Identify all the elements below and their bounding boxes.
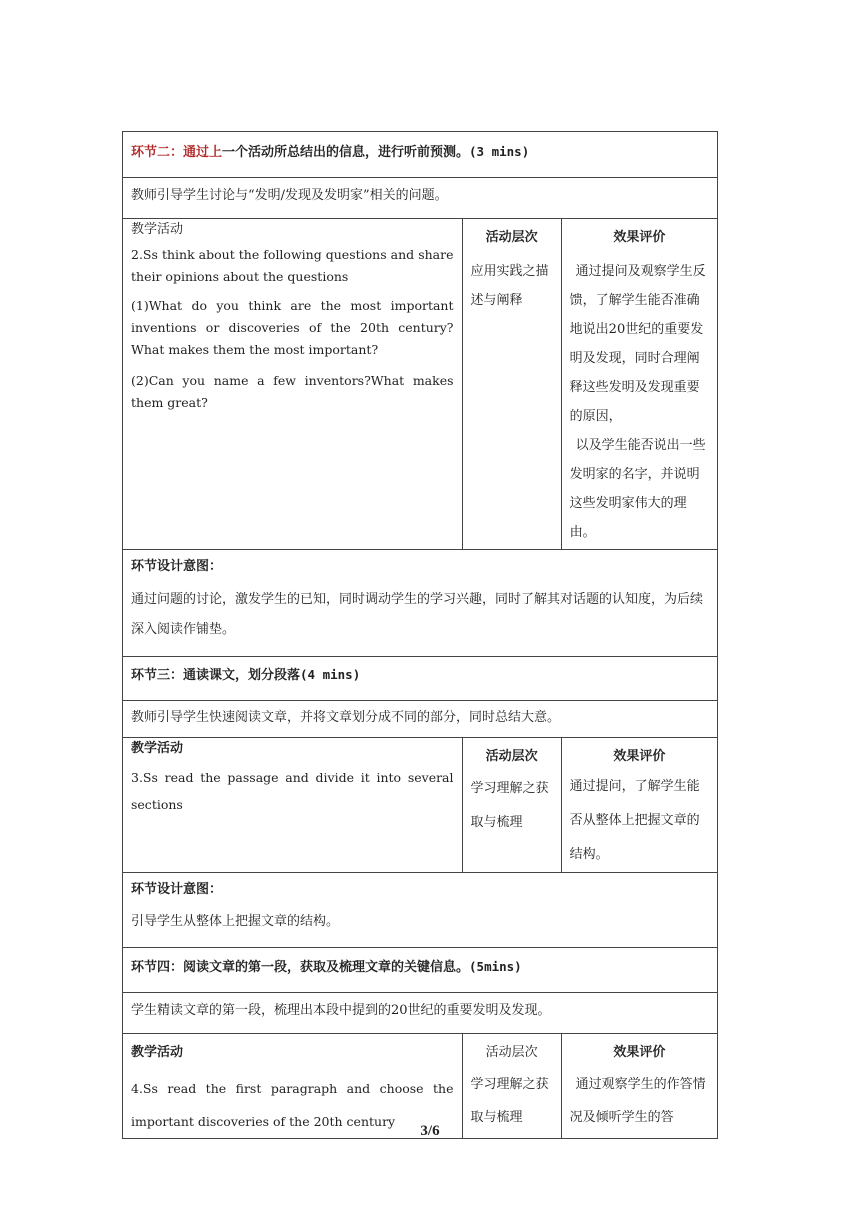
section2-duration: (3 mins) bbox=[469, 144, 530, 159]
section3-activity-header: 教学活动 bbox=[131, 741, 184, 756]
section2-eval-header: 效果评价 bbox=[613, 230, 666, 245]
section2-design-header: 环节设计意图： bbox=[131, 559, 223, 574]
section4-title-row bbox=[123, 948, 718, 993]
section4-title-cell bbox=[123, 948, 718, 993]
section4-duration: (5mins) bbox=[469, 959, 522, 974]
section2-level-cell bbox=[462, 219, 561, 550]
section2-eval-text-1: 通过提问及观察学生反馈，了解学生能否准确地说出20世纪的重要发明及发现，同时合理阐释这些发明及发现重要的原因， bbox=[569, 264, 706, 424]
section2-activity-line-2: (1)What do you think are the most important inventions or discoveries of the 20th century? What makes them the most important? bbox=[131, 298, 454, 357]
section2-eval-text-2: 以及学生能否说出一些发明家的名字，并说明这些发明家伟大的理由。 bbox=[569, 438, 706, 540]
section3-title-row bbox=[123, 657, 718, 701]
section3-duration: (4 mins) bbox=[300, 667, 361, 682]
section3-eval-text: 通过提问，了解学生能否从整体上把握文章的结构。 bbox=[569, 779, 700, 862]
section2-title: 一个活动所总结出的信息，进行听前预测。 bbox=[222, 145, 470, 160]
section4-intro-row bbox=[123, 993, 718, 1034]
section3-design-text: 引导学生从整体上把握文章的结构。 bbox=[131, 914, 340, 929]
section2-intro: 教师引导学生讨论与“发明/发现及发明家”相关的问题。 bbox=[123, 178, 718, 219]
section2-title-row bbox=[123, 132, 718, 178]
section2-eval-cell bbox=[561, 219, 717, 550]
section4-activity-header: 教学活动 bbox=[131, 1045, 184, 1060]
section4-title: 环节四：阅读文章的第一段，获取及梳理文章的关键信息。 bbox=[131, 960, 470, 975]
section4-eval-header: 效果评价 bbox=[613, 1045, 666, 1060]
section2-design-cell bbox=[123, 550, 718, 657]
section3-title: 环节三：通读课文，划分段落 bbox=[131, 668, 301, 683]
section3-activity-text: 3.Ss read the passage and divide it into several sections bbox=[131, 770, 454, 812]
section2-level-text: 应用实践之描述与阐释 bbox=[470, 264, 549, 308]
section2-intro-row bbox=[123, 178, 718, 219]
section3-eval-header: 效果评价 bbox=[613, 749, 666, 764]
section4-level-header: 活动层次 bbox=[485, 1045, 538, 1060]
section3-level-header: 活动层次 bbox=[485, 749, 538, 764]
section3-intro-row bbox=[123, 701, 718, 738]
section3-design-header: 环节设计意图： bbox=[131, 882, 223, 897]
section2-activity-line-1: 2.Ss think about the following questions and share their opinions about the questions bbox=[131, 247, 454, 284]
section2-activity-row bbox=[123, 219, 718, 550]
section3-design-row bbox=[123, 873, 718, 948]
section4-eval-text: 通过观察学生的作答情况及倾听学生的答 bbox=[569, 1077, 706, 1125]
section3-design-cell bbox=[123, 873, 718, 948]
section2-design-text: 通过问题的讨论，激发学生的已知，同时调动学生的学习兴趣，同时了解其对话题的认知度，为后续深入阅读作铺垫。 bbox=[131, 592, 704, 637]
section3-title-cell bbox=[123, 657, 718, 701]
section2-title-red: 环节二：通过上 bbox=[131, 145, 223, 160]
section3-activity-cell bbox=[123, 738, 463, 873]
section2-activity-cell bbox=[123, 219, 463, 550]
section4-level-text: 学习理解之获取与梳理 bbox=[470, 1077, 549, 1125]
section2-activity-line-3: (2)Can you name a few inventors?What makes them great? bbox=[131, 373, 454, 410]
section3-activity-row bbox=[123, 738, 718, 873]
page-number: 3/6 bbox=[420, 1123, 440, 1139]
section3-level-text: 学习理解之获取与梳理 bbox=[470, 781, 549, 830]
section2-level-header: 活动层次 bbox=[485, 230, 538, 245]
section4-intro: 学生精读文章的第一段，梳理出本段中提到的20世纪的重要发明及发现。 bbox=[123, 993, 718, 1034]
lesson-plan-table bbox=[122, 131, 718, 1139]
section3-eval-cell bbox=[561, 738, 717, 873]
section3-intro: 教师引导学生快速阅读文章，并将文章划分成不同的部分，同时总结大意。 bbox=[123, 701, 718, 738]
section2-design-row bbox=[123, 550, 718, 657]
section3-level-cell bbox=[462, 738, 561, 873]
section4-activity-text: 4.Ss read the first paragraph and choose the important discoveries of the 20th century bbox=[131, 1081, 454, 1129]
section2-title-cell bbox=[123, 132, 718, 178]
section2-activity-header: 教学活动 bbox=[131, 222, 184, 237]
